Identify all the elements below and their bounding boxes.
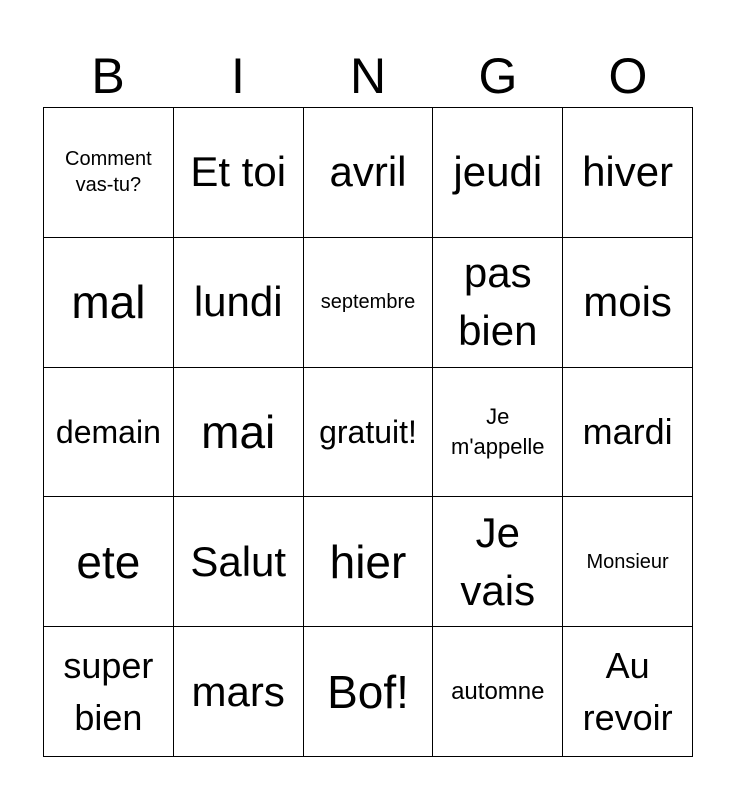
bingo-cell[interactable] [563, 108, 693, 238]
bingo-cell[interactable] [174, 368, 304, 498]
bingo-cell[interactable] [304, 497, 434, 627]
bingo-cell[interactable] [174, 238, 304, 368]
bingo-cell[interactable] [563, 497, 693, 627]
cell-label: Au revoir [582, 644, 673, 738]
bingo-header [43, 46, 693, 106]
cell-label: super bien [63, 644, 154, 738]
bingo-cell[interactable] [174, 108, 304, 238]
cell-label: hiver [582, 148, 674, 196]
header-letter-g: G [478, 48, 518, 104]
bingo-cell[interactable] [563, 627, 693, 757]
bingo-cell[interactable] [563, 238, 693, 368]
cell-label: mardi [582, 410, 673, 452]
cell-label: Salut [190, 537, 287, 585]
bingo-cell[interactable] [304, 627, 434, 757]
bingo-cell[interactable] [433, 238, 563, 368]
bingo-cell[interactable] [44, 108, 174, 238]
cell-label: demain [55, 413, 161, 450]
bingo-cell[interactable] [174, 627, 304, 757]
cell-label: Comment vas-tu? [65, 148, 152, 197]
cell-label: Je vais [460, 508, 536, 614]
cell-label: mois [583, 278, 672, 326]
cell-label: Monsieur [586, 550, 669, 573]
cell-label: gratuit! [319, 413, 417, 450]
cell-label: septembre [320, 291, 416, 314]
bingo-cell[interactable] [44, 627, 174, 757]
cell-label: jeudi [453, 148, 543, 196]
bingo-cell[interactable] [433, 497, 563, 627]
cell-label: lundi [193, 278, 283, 326]
cell-label: Et toi [190, 148, 287, 196]
bingo-cell[interactable] [44, 368, 174, 498]
bingo-card [43, 107, 693, 757]
header-letter-n: N [349, 48, 387, 104]
cell-label: mai [201, 405, 276, 458]
cell-label: mal [71, 276, 146, 329]
bingo-cell[interactable] [433, 627, 563, 757]
cell-label: ete [76, 535, 141, 588]
bingo-cell[interactable] [433, 368, 563, 498]
cell-label: Je m'appelle [451, 403, 545, 459]
bingo-cell[interactable] [304, 368, 434, 498]
bingo-cell[interactable] [563, 368, 693, 498]
cell-label: mars [191, 667, 285, 715]
cell-label: hier [329, 535, 407, 588]
bingo-cell[interactable] [433, 108, 563, 238]
bingo-cell[interactable] [304, 238, 434, 368]
bingo-cell[interactable] [44, 497, 174, 627]
cell-label: automne [451, 677, 545, 705]
header-letter-b: B [91, 48, 125, 104]
cell-label: pas bien [458, 249, 538, 355]
header-letter-o: O [608, 48, 648, 104]
cell-label: Bof! [327, 665, 409, 718]
cell-label: avril [329, 148, 407, 196]
bingo-cell[interactable] [174, 497, 304, 627]
bingo-cell[interactable] [44, 238, 174, 368]
bingo-cell[interactable] [304, 108, 434, 238]
header-letter-i: I [231, 48, 245, 104]
